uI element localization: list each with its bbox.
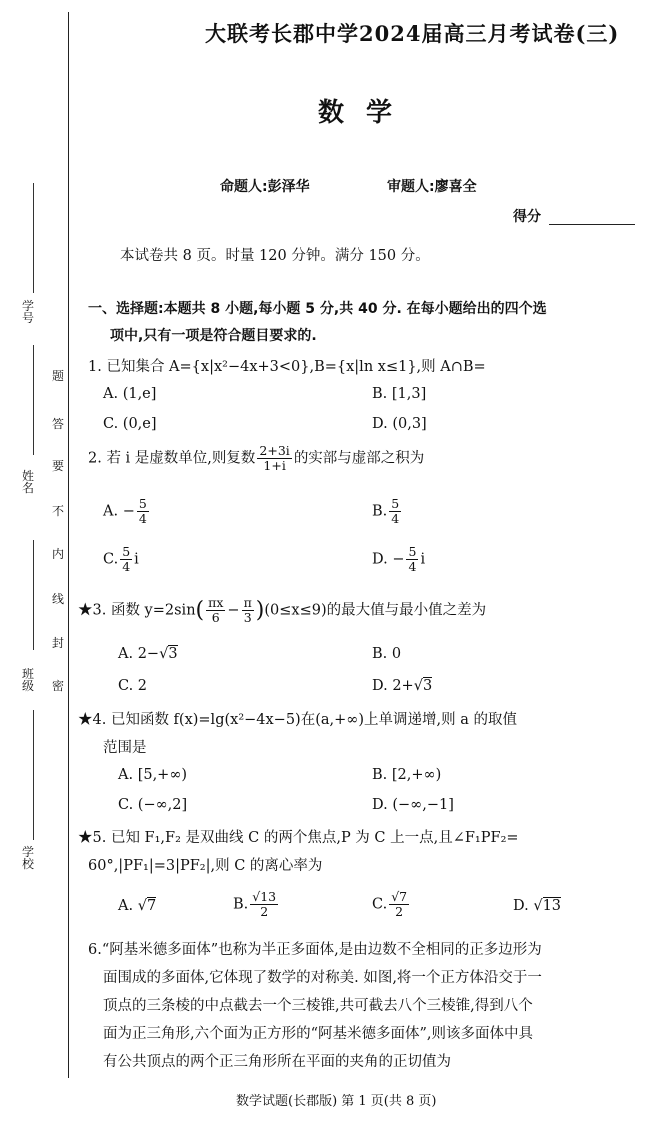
q1-option-d[interactable]: D. (0,3]: [372, 416, 427, 432]
question-5-stem: ★5. 已知 F₁,F₂ 是双曲线 C 的两个焦点,P 为 C 上一点,且∠F₁PF₂=: [78, 830, 519, 846]
page-footer: 数学试题(长郡版) 第 1 页(共 8 页): [236, 1094, 437, 1109]
id-field-label: 学号: [21, 299, 34, 325]
q4-option-b[interactable]: B. [2,+∞): [372, 767, 442, 783]
q4-option-d[interactable]: D. (−∞,−1]: [372, 797, 454, 813]
school-field-label: 学校: [21, 845, 34, 871]
section-heading: 一、选择题:本题共 8 小题,每小题 5 分,共 40 分. 在每小题给出的四个选: [88, 301, 547, 317]
question-4-stem: ★4. 已知函数 f(x)=lg(x²−4x−5)在(a,+∞)上单调递增,则 a 的取值: [78, 712, 517, 728]
question-6-line: 面围成的多面体,它体现了数学的对称美. 如图,将一个正方体沿交于一: [103, 970, 542, 986]
question-1-stem: 1. 已知集合 A={x|x²−4x+3<0},B={x|ln x≤1},则 A∩B=: [88, 359, 486, 375]
q5-option-c[interactable]: C. $\frac{√7}{2}$: [372, 889, 408, 919]
exam-intro: 本试卷共 8 页。时量 120 分钟。满分 150 分。: [120, 248, 430, 264]
question-6-line: 6.“阿基米德多面体”也称为半正多面体,是由边数不全相同的正多边形为: [88, 942, 542, 958]
q2-option-b[interactable]: B. $\frac{5}{4}$: [372, 496, 400, 526]
class-field-line: [33, 540, 34, 650]
q5-option-b[interactable]: B. $\frac{√13}{2}$: [233, 889, 277, 919]
name-field-line: [33, 345, 34, 455]
q2-option-a[interactable]: A. − $\frac{5}{4}$: [103, 496, 147, 526]
name-field-label: 姓名: [21, 469, 34, 495]
exam-title: 大联考长郡中学2024届高三月考试卷(三): [205, 21, 620, 46]
seal-char: 答: [51, 417, 64, 431]
question-6-line: 有公共顶点的两个正三角形所在平面的夹角的正切值为: [103, 1054, 451, 1070]
q2-fraction: $\frac{2+3i}{1+i}$: [259, 443, 290, 473]
question-4-stem-cont: 范围是: [103, 740, 147, 756]
q1-option-c[interactable]: C. (0,e]: [103, 416, 157, 432]
seal-char: 封: [51, 636, 64, 650]
seal-char: 内: [51, 547, 64, 561]
binding-line: [68, 12, 69, 1078]
q3-option-d[interactable]: D. 2+√3: [372, 678, 433, 694]
q5-option-a[interactable]: A. √7: [118, 898, 157, 914]
q4-option-a[interactable]: A. [5,+∞): [118, 767, 188, 783]
question-6-line: 顶点的三条棱的中点截去一个三棱锥,共可截去八个三棱锥,得到八个: [103, 998, 533, 1014]
star-icon: ★: [78, 830, 93, 846]
question-3-stem: ★3. 函数 y=2sin( $\frac{\pi x}{6}$ − $\frac{\pi}{3}$ )(0≤x≤9)的最大值与最小值之差为: [78, 595, 487, 625]
q1-option-a[interactable]: A. (1,e]: [103, 386, 157, 402]
score-label: 得分: [513, 209, 541, 225]
q2-option-c[interactable]: C. $\frac{5}{4}$ i: [103, 544, 139, 574]
q2-option-d[interactable]: D. − $\frac{5}{4}$ i: [372, 544, 426, 574]
q5-option-d[interactable]: D. √13: [513, 898, 562, 914]
seal-char: 密: [51, 679, 64, 693]
q3-option-b[interactable]: B. 0: [372, 646, 402, 662]
question-6-line: 面为正三角形,六个面为正方形的“阿基米德多面体”,则该多面体中具: [103, 1026, 534, 1042]
question-setter: 命题人:彭泽华: [220, 179, 310, 195]
q3-option-a[interactable]: A. 2−√3: [118, 646, 178, 662]
score-blank[interactable]: [549, 224, 635, 225]
seal-char: 不: [51, 504, 64, 518]
question-2-stem: 2. 若 i 是虚数单位,则复数 $\frac{2+3i}{1+i}$ 的实部与虚部之积为: [88, 443, 425, 473]
class-field-label: 班级: [21, 667, 34, 693]
school-field-line: [33, 710, 34, 840]
question-5-stem-cont: 60°,|PF₁|=3|PF₂|,则 C 的离心率为: [88, 858, 323, 874]
star-icon: ★: [78, 602, 93, 619]
q1-option-b[interactable]: B. [1,3]: [372, 386, 427, 402]
q3-option-c[interactable]: C. 2: [118, 678, 148, 694]
star-icon: ★: [78, 712, 93, 728]
id-field-line: [33, 183, 34, 293]
section-heading-cont: 项中,只有一项是符合题目要求的.: [110, 328, 317, 344]
seal-char: 要: [51, 459, 64, 473]
subject-title: 数学: [318, 98, 415, 128]
seal-char: 线: [51, 592, 64, 606]
question-reviewer: 审题人:廖喜全: [387, 179, 477, 195]
seal-char: 题: [51, 369, 64, 383]
q4-option-c[interactable]: C. (−∞,2]: [118, 797, 188, 813]
